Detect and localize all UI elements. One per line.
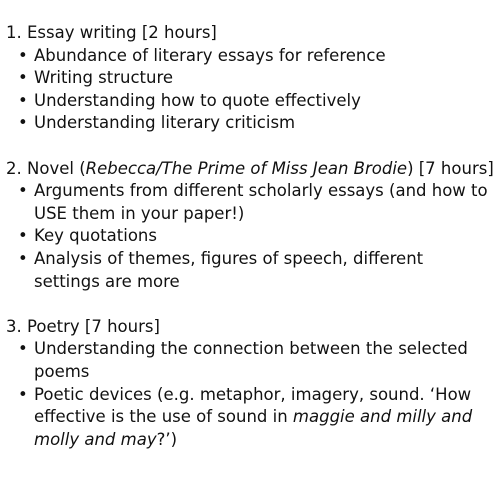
list-item-text: Writing structure — [34, 68, 174, 88]
bullet-icon: • — [18, 90, 28, 110]
list-item-text: Understanding literary criticism — [34, 113, 296, 133]
bullet-list — [6, 45, 494, 135]
section-title: Poetry — [27, 316, 80, 336]
list-item — [6, 225, 494, 248]
devices-text-before: Poetic devices (e.g. metaphor, imagery, sound. ‘How effective is the use of sound in — [34, 384, 472, 427]
list-item-text: Arguments from different scholarly essays (and how to USE them in your paper!) — [34, 181, 488, 223]
bullet-icon: • — [18, 226, 28, 246]
novel-titles: Rebecca/The Prime of Miss Jean Brodie — [85, 158, 408, 178]
section-novel — [6, 158, 494, 294]
document — [6, 22, 494, 474]
section-number: 2. — [6, 158, 22, 178]
section-heading — [6, 22, 494, 45]
bullet-icon: • — [18, 45, 28, 65]
section-title: Essay writing — [27, 23, 137, 42]
list-item — [6, 67, 494, 90]
list-item — [6, 338, 494, 383]
list-item — [6, 248, 494, 293]
section-duration: [7 hours] — [84, 316, 160, 336]
list-item-text: Understanding how to quote effectively — [34, 90, 361, 110]
list-item-text: Abundance of literary essays for reference — [34, 45, 386, 65]
bullet-icon: • — [18, 68, 28, 88]
section-duration: [7 hours] — [418, 158, 494, 178]
section-heading: 2. Novel (Rebecca/The Prime of Miss Jean Brodie) [7 hours] — [6, 158, 494, 178]
bullet-icon: • — [18, 113, 28, 133]
bullet-list — [6, 338, 494, 451]
section-heading — [6, 316, 494, 339]
section-duration: [2 hours] — [141, 23, 217, 42]
list-item-text: Key quotations — [34, 226, 157, 246]
poem-title: maggie and milly and molly and may — [34, 407, 473, 449]
bullet-list — [6, 180, 494, 293]
section-number: 1. — [6, 23, 22, 42]
list-item-text: Analysis of themes, figures of speech, different settings are more — [34, 248, 424, 291]
list-item-text — [34, 385, 472, 449]
bullet-icon: • — [18, 181, 28, 201]
list-item — [6, 90, 494, 113]
devices-text-after: ?’) — [156, 429, 178, 449]
section-number: 3. — [6, 316, 22, 336]
list-item — [6, 384, 494, 452]
section-poetry — [6, 316, 494, 452]
bullet-icon: • — [18, 248, 28, 268]
list-item — [6, 112, 494, 135]
section-title: Novel — [27, 158, 74, 178]
bullet-icon: • — [18, 384, 28, 404]
bullet-icon: • — [18, 339, 28, 359]
list-item-text: Understanding the connection between the selected poems — [34, 339, 468, 381]
list-item — [6, 180, 494, 225]
list-item — [6, 45, 494, 68]
section-essay-writing — [6, 22, 494, 135]
